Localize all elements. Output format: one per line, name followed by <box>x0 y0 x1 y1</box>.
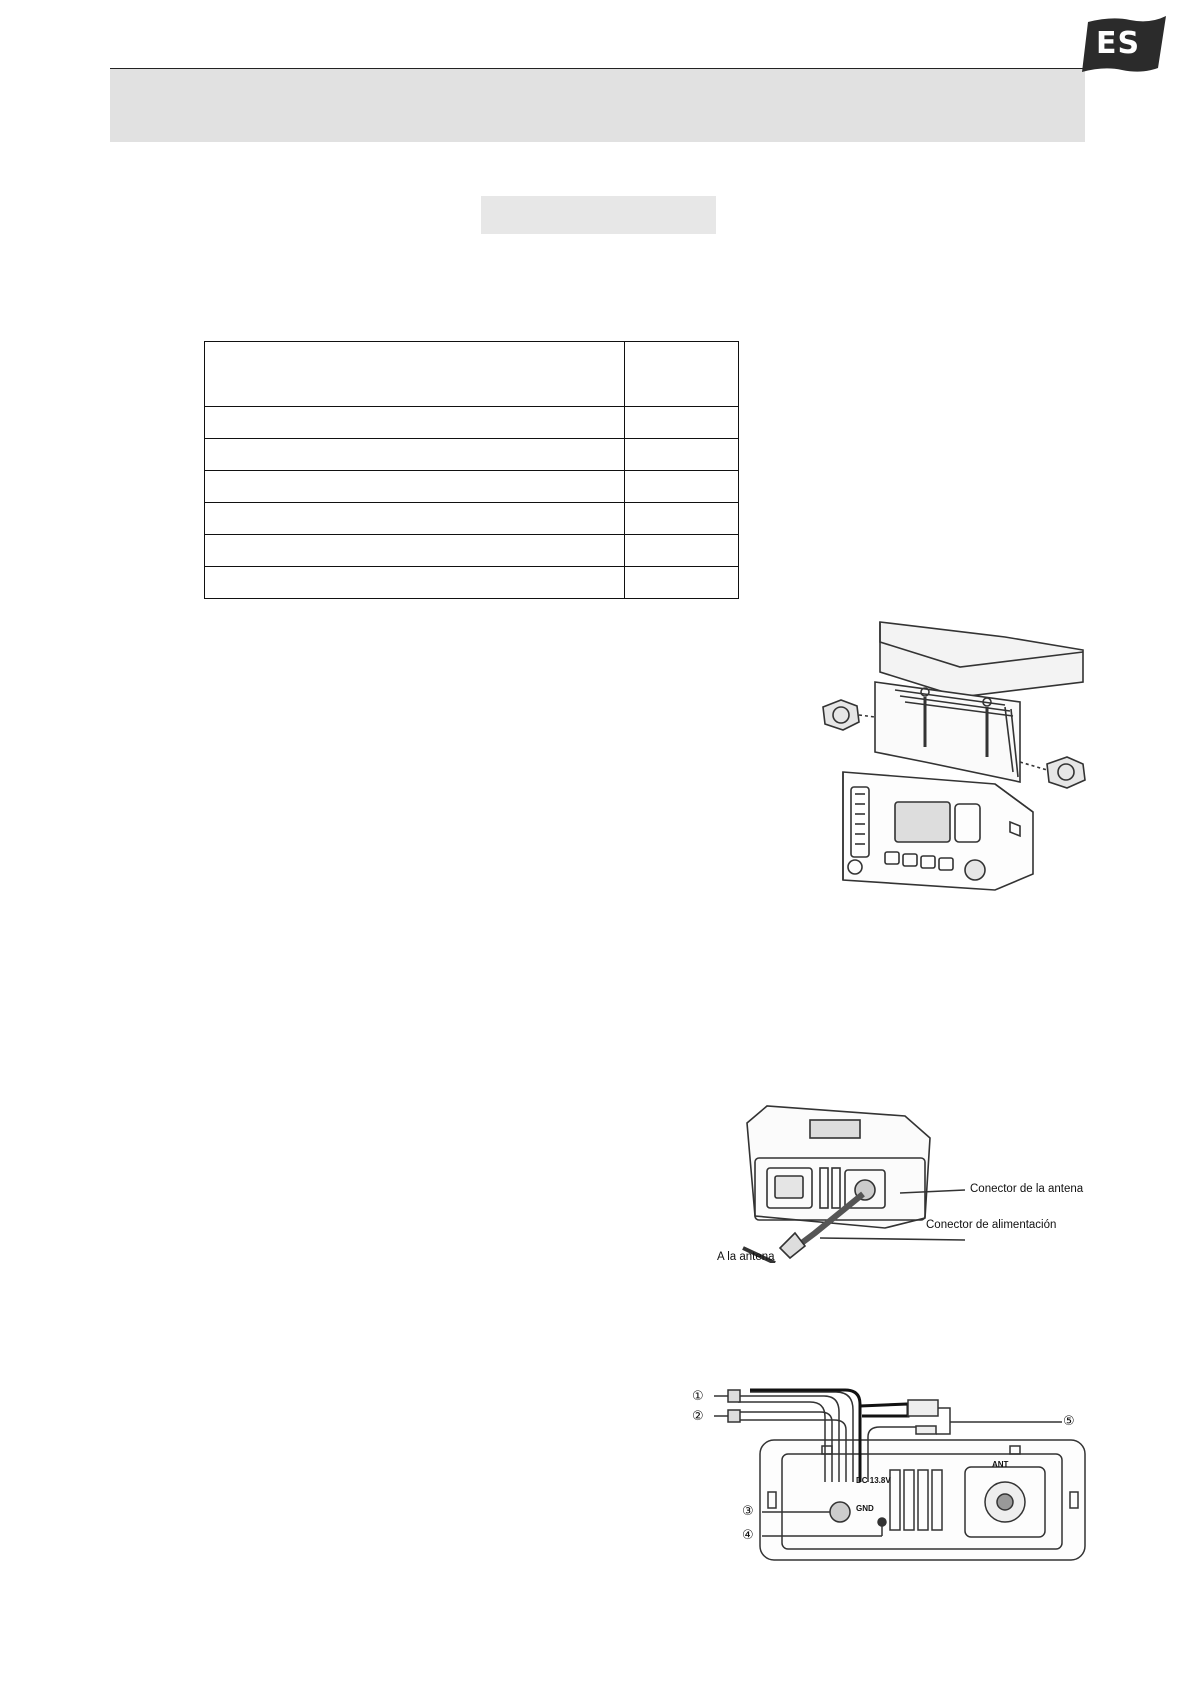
panel-ant-label: ANT <box>992 1460 1009 1469</box>
callout-2: ② <box>692 1409 704 1424</box>
table-row <box>205 471 739 503</box>
table-row <box>205 567 739 599</box>
power-connector-label: Conector de alimentación <box>926 1219 1057 1231</box>
language-code: ES <box>1096 26 1141 61</box>
callout-4: ④ <box>742 1528 754 1543</box>
panel-gnd-label: GND <box>856 1504 874 1513</box>
language-badge <box>1082 14 1172 74</box>
table-row <box>205 439 739 471</box>
spec-table <box>204 341 739 599</box>
callout-1: ① <box>692 1389 704 1404</box>
table-row <box>205 503 739 535</box>
to-antenna-label: A la antena <box>717 1251 775 1263</box>
table-row <box>205 407 739 439</box>
antenna-connector-label: Conector de la antena <box>970 1183 1084 1195</box>
table-row <box>205 535 739 567</box>
table-header-row <box>205 342 739 407</box>
callout-3: ③ <box>742 1504 754 1519</box>
bracket-mount-illustration <box>815 612 1100 897</box>
header-band <box>110 69 1085 142</box>
panel-dc-label: DC 13.8V <box>856 1476 891 1485</box>
subheading-box <box>481 196 716 234</box>
callout-5: ⑤ <box>1063 1414 1075 1429</box>
rear-connector-illustration <box>735 1098 965 1263</box>
